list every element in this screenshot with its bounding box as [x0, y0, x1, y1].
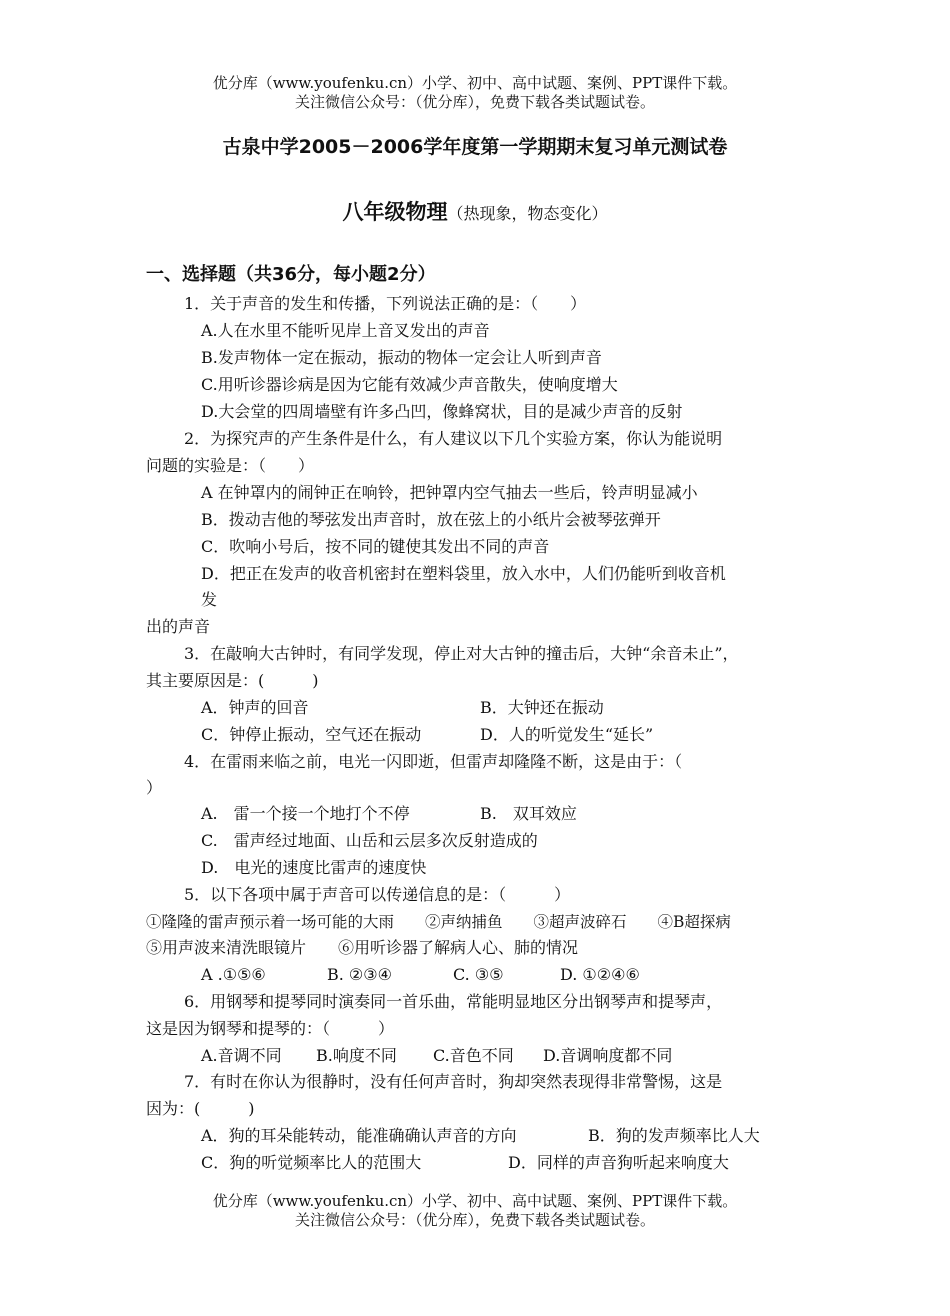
question-2-option-d-cont: 出的声音: [146, 617, 211, 636]
question-1-stem: 1．关于声音的发生和传播，下列说法正确的是：（ ）: [184, 294, 587, 313]
header-line-1: 优分库（www.youfenku.cn）小学、初中、高中试题、案例、PPT课件下载。: [212, 74, 738, 92]
question-6-option-d: D.音调响度都不同: [543, 1046, 673, 1065]
question-1-option-c: C.用听诊器诊病是因为它能有效减少声音散失，使响度增大: [201, 375, 618, 394]
question-4-option-d: D. 电光的速度比雷声的速度快: [201, 858, 427, 877]
footer-line-2: 关注微信公众号：（优分库），免费下载各类试题试卷。: [294, 1211, 655, 1229]
exam-title: 古泉中学2005－2006学年度第一学期期末复习单元测试卷: [222, 136, 728, 158]
subject-topic: （热现象，物态变化）: [447, 204, 608, 223]
question-7-option-a: A．狗的耳朵能转动，能准确确认声音的方向: [201, 1126, 517, 1145]
question-5-option-c: C. ③⑤: [453, 965, 504, 984]
question-2-option-d: D．把正在发声的收音机密封在塑料袋里，放入水中，人们仍能听到收音机: [201, 564, 726, 583]
question-2-stem-cont: 问题的实验是：（ ）: [146, 456, 315, 475]
question-6-option-a: A.音调不同: [201, 1046, 282, 1065]
question-4-option-a: A. 雷一个接一个地打个不停: [201, 804, 410, 823]
question-7-stem: 7．有时在你认为很静时，没有任何声音时，狗却突然表现得非常警惕，这是: [184, 1072, 723, 1091]
question-5-items-2: ⑤用声波来清洗眼镜片 ⑥用听诊器了解病人心、肺的情况: [146, 938, 579, 957]
question-5-option-a: A .①⑤⑥: [201, 965, 266, 984]
question-7-stem-cont: 因为：( ): [146, 1099, 255, 1118]
question-6-option-b: B.响度不同: [316, 1046, 397, 1065]
question-3-stem-cont: 其主要原因是：( ): [146, 671, 319, 690]
question-4-stem: 4．在雷雨来临之前，电光一闪即逝，但雷声却隆隆不断，这是由于：（: [184, 752, 683, 771]
question-3-stem: 3．在敲响大古钟时，有同学发现，停止对大古钟的撞击后，大钟“余音未止”，: [184, 644, 739, 663]
question-3-option-a: A．钟声的回音: [201, 698, 309, 717]
question-6-stem: 6．用钢琴和提琴同时演奏同一首乐曲，常能明显地区分出钢琴声和提琴声，: [184, 992, 723, 1011]
question-1-option-a: A.人在水里不能听见岸上音叉发出的声音: [201, 321, 490, 340]
question-7-option-c: C．狗的听觉频率比人的范围大: [201, 1153, 422, 1172]
question-4-option-b: B. 双耳效应: [480, 804, 577, 823]
question-6-stem-cont: 这是因为钢琴和提琴的：（ ）: [146, 1019, 395, 1038]
question-5-items-1: ①隆隆的雷声预示着一场可能的大雨 ②声纳捕鱼 ③超声波碎石 ④B超探病: [146, 913, 731, 931]
header-line-2: 关注微信公众号：（优分库），免费下载各类试题试卷。: [294, 93, 655, 111]
question-1-option-d: D.大会堂的四周墙壁有许多凸凹，像蜂窝状，目的是减少声音的反射: [201, 402, 683, 421]
question-4-option-c: C. 雷声经过地面、山岳和云层多次反射造成的: [201, 831, 538, 850]
question-5-stem: 5．以下各项中属于声音可以传递信息的是：（ ）: [184, 885, 571, 904]
question-5-option-d: D. ①②④⑥: [560, 965, 640, 984]
question-7-option-b: B．狗的发声频率比人大: [588, 1126, 760, 1145]
question-3-option-d: D．人的听觉发生“延长”: [480, 725, 654, 744]
question-2-stem: 2．为探究声的产生条件是什么，有人建议以下几个实验方案，你认为能说明: [184, 429, 723, 448]
question-3-option-b: B．大钟还在振动: [480, 698, 604, 717]
question-2-option-d-wrap: 发: [201, 590, 218, 609]
section-heading: 一、选择题（共36分，每小题2分）: [146, 264, 436, 285]
question-7-option-d: D．同样的声音狗听起来响度大: [508, 1153, 729, 1172]
subject-name: 八年级物理: [342, 200, 448, 224]
footer-line-1: 优分库（www.youfenku.cn）小学、初中、高中试题、案例、PPT课件下载。: [212, 1192, 738, 1210]
exam-subtitle: [0, 201, 950, 225]
question-4-stem-cont: ）: [146, 778, 163, 797]
question-1-option-b: B.发声物体一定在振动，振动的物体一定会让人听到声音: [201, 348, 602, 367]
question-5-option-b: B. ②③④: [327, 965, 392, 984]
question-6-option-c: C.音色不同: [433, 1046, 514, 1065]
question-2-option-a: A 在钟罩内的闹钟正在响铃，把钟罩内空气抽去一些后，铃声明显减小: [201, 483, 698, 502]
question-2-option-c: C．吹响小号后，按不同的键使其发出不同的声音: [201, 537, 550, 556]
question-2-option-b: B．拨动吉他的琴弦发出声音时，放在弦上的小纸片会被琴弦弹开: [201, 510, 661, 529]
question-3-option-c: C．钟停止振动，空气还在振动: [201, 725, 422, 744]
